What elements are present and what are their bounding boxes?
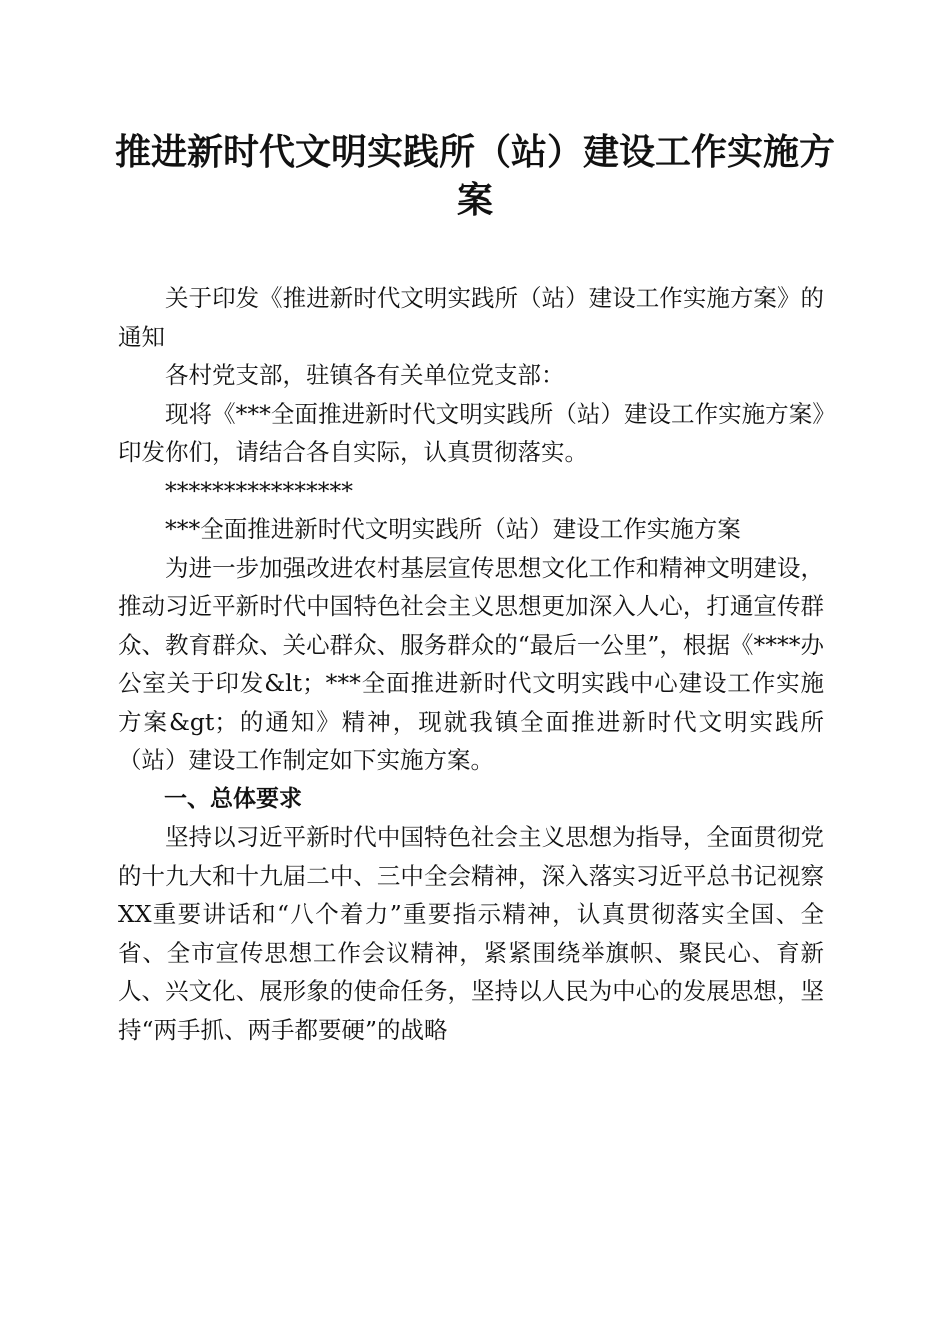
intro-paragraph: 为进一步加强改进农村基层宣传思想文化工作和精神文明建设，推动习近平新时代中国特色社会主义思想更加深入人心，打通宣传群众、教育群众、关心群众、服务群众的“最后一公里”，根据《****办公室关于印发&lt；***全面推进新时代文明实践中心建设工作实施方案&gt；的通知》精神，现就我镇全面推进新时代文明实践所（站）建设工作制定如下实施方案。: [118, 553, 824, 774]
salutation-paragraph: 各村党支部，驻镇各有关单位党支部：: [165, 361, 565, 389]
notice-title-paragraph: 关于印发《推进新时代文明实践所（站）建设工作实施方案》的通知: [118, 284, 824, 351]
document-title: 推进新时代文明实践所（站）建设工作实施方案: [114, 131, 835, 221]
issuer-placeholder-paragraph: ****************: [165, 476, 353, 505]
requirements-paragraph: 坚持以习近平新时代中国特色社会主义思想为指导，全面贯彻党的十九大和十九届二中、三中全会精神，深入落实习近平总书记视察XX重要讲话和“八个着力”重要指示精神，认真贯彻落实全国、全省、全市宣传思想工作会议精神，紧紧围绕举旗帜、聚民心、育新人、兴文化、展形象的使命任务，坚持以人民为中心的发展思想，坚持“两手抓、两手都要硬”的战略: [118, 823, 824, 1044]
document-body: [118, 279, 824, 1049]
plan-title-paragraph: ***全面推进新时代文明实践所（站）建设工作实施方案: [165, 515, 741, 543]
section-heading: 一、总体要求: [164, 785, 302, 812]
notice-body-paragraph: 现将《***全面推进新时代文明实践所（站）建设工作实施方案》印发你们，请结合各自实际，认真贯彻落实。: [118, 399, 824, 466]
